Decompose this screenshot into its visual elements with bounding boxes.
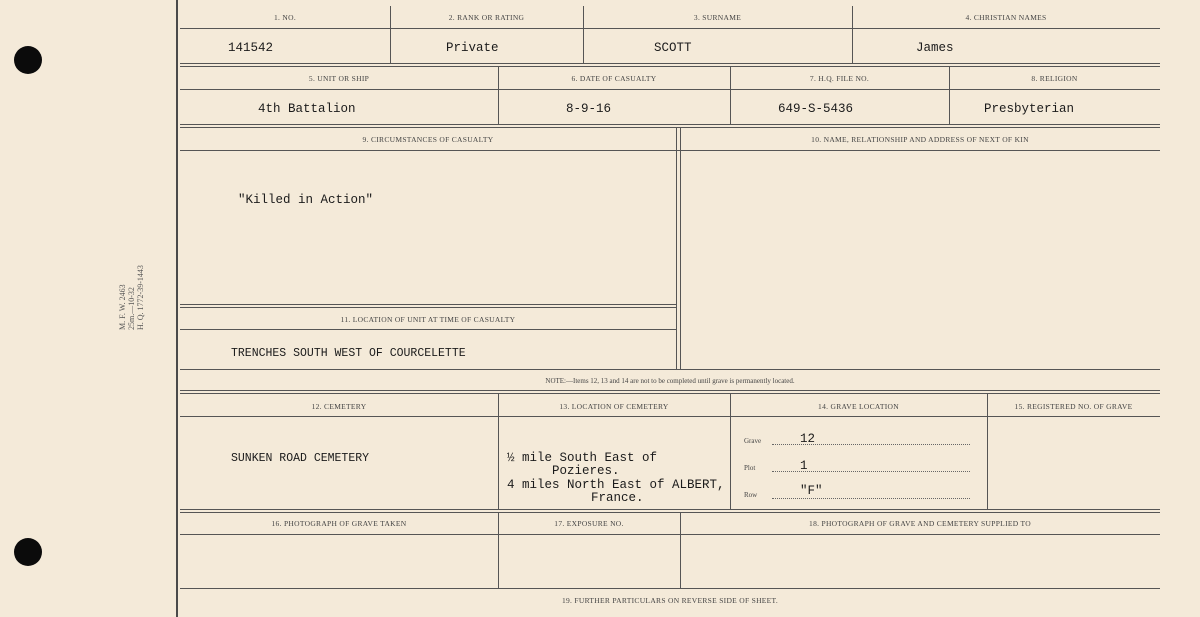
christian-names-value: James xyxy=(916,41,954,55)
rank-value: Private xyxy=(446,41,499,55)
rule xyxy=(180,124,1160,125)
rule xyxy=(180,66,1160,67)
service-number: 141542 xyxy=(228,41,274,55)
label-circumstances: 9. CIRCUMSTANCES OF CASUALTY xyxy=(362,135,494,144)
rule xyxy=(180,304,676,305)
form-code xyxy=(118,265,145,330)
rule xyxy=(180,329,676,330)
label-religion: 8. RELIGION xyxy=(1031,74,1078,83)
circumstances-value: "Killed in Action" xyxy=(238,193,374,207)
cemetery-value: SUNKEN ROAD CEMETERY xyxy=(231,452,370,465)
label-photograph-supplied: 18. PHOTOGRAPH OF GRAVE AND CEMETERY SUPPLIED TO xyxy=(809,519,1031,528)
rule xyxy=(180,512,1160,513)
plot-value: 1 xyxy=(800,459,808,473)
rule xyxy=(676,127,677,369)
cemetery-location-line-2: Pozieres. xyxy=(552,464,620,478)
footer-text: 19. FURTHER PARTICULARS ON REVERSE SIDE OF SHEET. xyxy=(561,596,779,605)
grave-label: Grave xyxy=(744,437,762,445)
rule xyxy=(680,127,681,369)
label-cemetery: 12. CEMETERY xyxy=(311,402,367,411)
rule xyxy=(180,369,1160,370)
label-no: 1. NO. xyxy=(273,13,296,22)
label-location-cemetery: 13. LOCATION OF CEMETERY xyxy=(559,402,669,411)
row-label: Row xyxy=(744,491,758,499)
row-dotted-line xyxy=(772,498,970,499)
unit-value: 4th Battalion xyxy=(258,102,356,116)
margin-line xyxy=(176,0,178,617)
rule xyxy=(180,509,1160,510)
label-location-unit: 11. LOCATION OF UNIT AT TIME OF CASUALTY xyxy=(340,315,516,324)
cemetery-location-line-1: ½ mile South East of xyxy=(507,451,658,465)
label-photograph-taken: 16. PHOTOGRAPH OF GRAVE TAKEN xyxy=(271,519,407,528)
rule xyxy=(180,63,1160,64)
label-next-of-kin: 10. NAME, RELATIONSHIP AND ADDRESS OF NEXT OF KIN xyxy=(811,135,1029,144)
label-date: 6. DATE OF CASUALTY xyxy=(571,74,657,83)
cemetery-location-line-3: 4 miles North East of ALBERT, xyxy=(507,478,725,492)
rule xyxy=(180,89,1160,90)
plot-label: Plot xyxy=(744,464,756,472)
form-code-line: H. Q. 1772-39-1443 xyxy=(136,265,145,330)
location-unit-value: TRENCHES SOUTH WEST OF COURCELETTE xyxy=(231,347,466,360)
label-unit: 5. UNIT OR SHIP xyxy=(308,74,370,83)
rule xyxy=(180,390,1160,391)
rule xyxy=(180,534,1160,535)
cemetery-location-line-4: France. xyxy=(591,491,644,505)
label-rank: 2. RANK OR RATING xyxy=(448,13,525,22)
label-grave-location: 14. GRAVE LOCATION xyxy=(818,402,899,411)
form-code-line: 25m.—10-32 xyxy=(127,287,136,330)
form-code-line: M. F. W. 2463 xyxy=(118,284,127,330)
note-text: NOTE:—Items 12, 13 and 14 are not to be completed until grave is permanently located. xyxy=(545,377,795,385)
rule xyxy=(180,307,676,308)
grave-value: 12 xyxy=(800,432,816,446)
punch-hole-top xyxy=(14,46,42,74)
surname-value: SCOTT xyxy=(654,41,692,55)
rule xyxy=(180,127,1160,128)
punch-hole-bottom xyxy=(14,538,42,566)
date-value: 8-9-16 xyxy=(566,102,612,116)
rule xyxy=(180,28,1160,29)
religion-value: Presbyterian xyxy=(984,102,1075,116)
row-value: "F" xyxy=(800,484,823,498)
label-christian-names: 4. CHRISTIAN NAMES xyxy=(965,13,1047,22)
label-registered-no: 15. REGISTERED NO. OF GRAVE xyxy=(1014,402,1133,411)
rule xyxy=(180,150,1160,151)
label-exposure-no: 17. EXPOSURE NO. xyxy=(554,519,624,528)
hq-file-value: 649-S-5436 xyxy=(778,102,854,116)
label-surname: 3. SURNAME xyxy=(693,13,742,22)
rule xyxy=(180,588,1160,589)
rule xyxy=(180,393,1160,394)
label-hq-file: 7. H.Q. FILE NO. xyxy=(809,74,870,83)
rule xyxy=(180,416,1160,417)
